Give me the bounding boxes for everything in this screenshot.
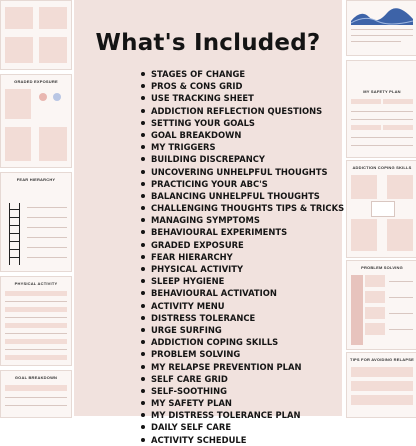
bullet-icon [141,109,145,113]
bullet-icon [141,438,145,442]
included-item [141,421,344,433]
included-item [141,373,344,385]
bullet-icon [141,389,145,393]
included-item [141,287,344,299]
included-item-label: BUILDING DISCREPANCY [151,154,265,165]
bullet-icon [141,218,145,222]
included-item [141,129,344,141]
preview-page-top-left [0,0,72,70]
included-item [141,434,344,446]
included-item-label: GRADED EXPOSURE [151,239,244,250]
included-item-label: SETTING YOUR GOALS [151,117,255,128]
bullet-icon [141,84,145,88]
included-item-label: ADDICTION COPING SKILLS [151,337,279,348]
preview-page-fear-hierarchy [0,172,72,272]
included-item [141,117,344,129]
bullet-icon [141,243,145,247]
bullet-icon [141,121,145,125]
preview-page-problem-solving [346,260,416,350]
bullet-icon [141,328,145,332]
included-item-label: MANAGING SYMPTOMS [151,215,260,226]
preview-page-top-right [346,0,416,56]
included-item [141,153,344,165]
bullet-icon [141,145,145,149]
included-items-list [141,68,344,446]
included-item [141,336,344,348]
included-item-label: CHALLENGING THOUGHTS TIPS & TRICKS [151,203,345,214]
bullet-icon [141,401,145,405]
thumb-title: GOAL BREAKDOWN [14,375,58,380]
included-item-label: BEHAVIOURAL EXPERIMENTS [151,227,288,238]
included-item [141,239,344,251]
included-item-label: STAGES OF CHANGE [151,69,246,79]
preview-page-tips-avoiding-relapse [346,352,416,418]
whats-included-panel [74,0,345,445]
included-item [141,263,344,275]
included-item-label: PROBLEM SOLVING [151,349,241,360]
bullet-icon [141,182,145,186]
left-preview-column [0,0,74,416]
preview-page-addiction-coping-skills [346,160,416,258]
included-item [141,178,344,190]
bullet-icon [141,413,145,417]
included-item [141,300,344,312]
included-item [141,324,344,336]
included-item-label: DISTRESS TOLERANCE [151,312,256,323]
included-item-label: ACTIVITY SCHEDULE [151,434,247,445]
included-item-label: PRACTICING YOUR ABC'S [151,178,268,189]
included-item-label: DAILY SELF CARE [151,422,232,433]
included-item-label: UNCOVERING UNHELPFUL THOUGHTS [151,166,328,177]
bullet-icon [141,365,145,369]
included-item [141,92,344,104]
bullet-icon [141,194,145,198]
bullet-icon [141,255,145,259]
included-item-label: MY TRIGGERS [151,142,216,153]
bullet-icon [141,230,145,234]
included-item [141,361,344,373]
bullet-icon [141,170,145,174]
preview-page-graded-exposure [0,74,72,168]
included-item [141,166,344,178]
included-item-label: URGE SURFING [151,324,222,335]
included-item-label: PHYSICAL ACTIVITY [151,264,244,274]
included-item [141,348,344,360]
bullet-icon [141,96,145,100]
included-item [141,202,344,214]
bullet-icon [141,377,145,381]
bullet-icon [141,72,145,76]
preview-page-goal-breakdown [0,370,72,418]
bullet-icon [141,133,145,137]
included-item-label: MY SAFETY PLAN [151,398,232,409]
included-item-label: BALANCING UNHELPFUL THOUGHTS [151,190,320,201]
included-item [141,275,344,287]
included-item [141,141,344,153]
included-item [141,68,344,80]
included-item [141,190,344,202]
preview-page-physical-activity [0,276,72,366]
bullet-icon [141,157,145,161]
bullet-icon [141,304,145,308]
included-item [141,80,344,92]
included-item [141,214,344,226]
included-item [141,397,344,409]
included-item-label: BEHAVIOURAL ACTIVATION [151,288,277,299]
included-item-label: MY RELAPSE PREVENTION PLAN [151,361,302,372]
included-item-label: SLEEP HYGIENE [151,276,225,287]
bullet-icon [141,267,145,271]
page-title: What's Included? [95,30,321,56]
bullet-icon [141,279,145,283]
included-item-label: GOAL BREAKDOWN [151,129,242,140]
included-item [141,385,344,397]
thumb-title: ADDICTION COPING SKILLS [352,165,412,170]
right-preview-column [342,0,416,416]
included-item-label: PROS & CONS GRID [151,81,243,92]
bullet-icon [141,206,145,210]
included-item-label: MY DISTRESS TOLERANCE PLAN [151,410,301,421]
bullet-icon [141,316,145,320]
bullet-icon [141,425,145,429]
included-item-label: SELF-SOOTHING [151,385,228,396]
included-item-label: USE TRACKING SHEET [151,93,254,104]
thumb-title: FEAR HIERARCHY [16,177,56,182]
bullet-icon [141,352,145,356]
thumb-title: GRADED EXPOSURE [14,79,58,84]
thumb-title: TIPS FOR AVOIDING RELAPSE [350,357,414,362]
included-item [141,409,344,421]
included-item-label: ADDICTION REFLECTION QUESTIONS [151,105,323,116]
included-item-label: ACTIVITY MENU [151,300,225,311]
wave-illustration-icon [347,3,416,25]
included-item-label: SELF CARE GRID [151,373,228,384]
thumb-title: PROBLEM SOLVING [361,265,403,270]
bullet-icon [141,291,145,295]
thumb-title: PHYSICAL ACTIVITY [14,281,58,286]
included-item-label: FEAR HIERARCHY [151,251,233,262]
thumb-title: MY SAFETY PLAN [363,89,401,94]
included-item [141,226,344,238]
preview-page-my-safety-plan [346,60,416,158]
included-item [141,251,344,263]
bullet-icon [141,340,145,344]
included-item [141,312,344,324]
included-item [141,105,344,117]
